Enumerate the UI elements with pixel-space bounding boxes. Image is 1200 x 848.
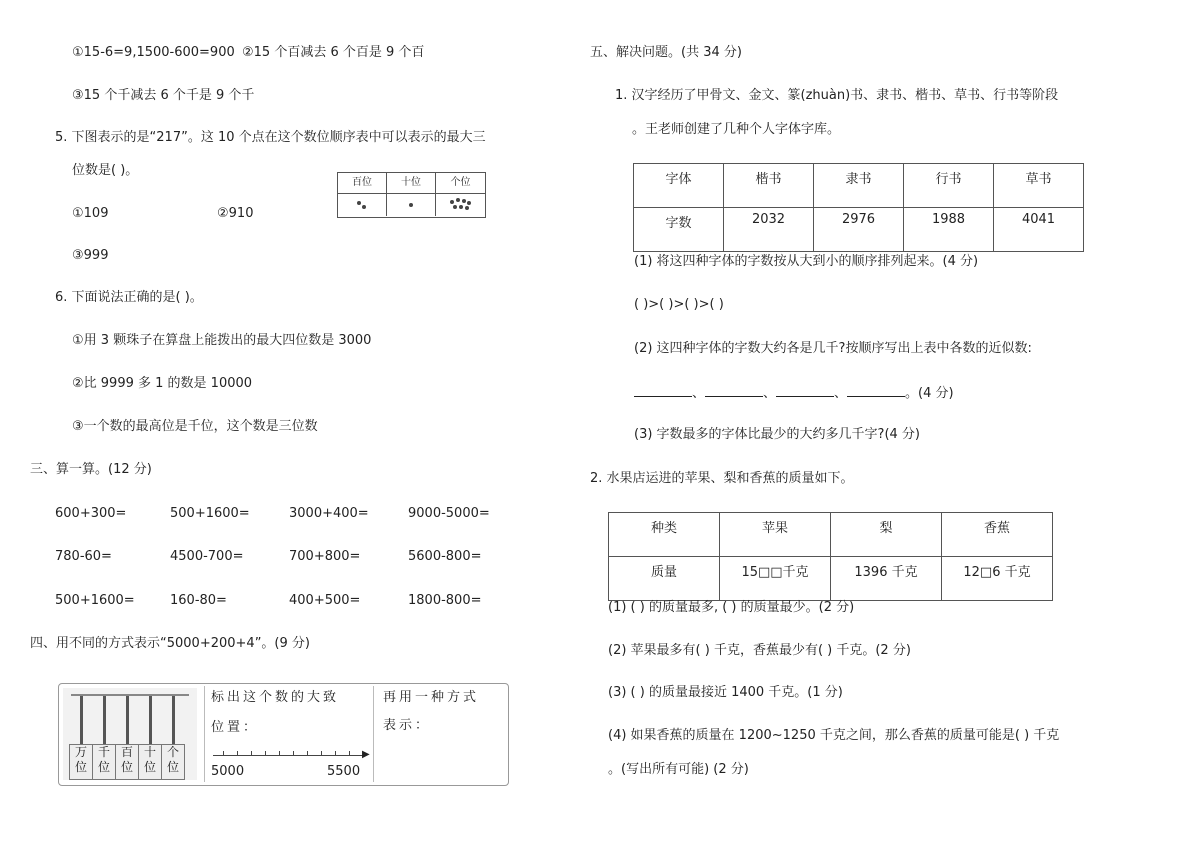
dot [462,199,466,203]
q5-option-1: ①109 [72,206,109,221]
dot [450,200,454,204]
font-count-table [633,163,1084,252]
calc-item: 5600-800= [408,549,482,564]
problem-2-q3: (3) ( ) 的质量最接近 1400 千克。(1 分) [608,685,843,700]
problem-1-q1: (1) 将这四种字体的字数按从大到小的顺序排列起来。(4 分) [634,254,979,269]
number-line [213,755,365,756]
q6-option-3: ③一个数的最高位是千位，这个数是三位数 [72,419,318,434]
section-3-title: 三、算一算。(12 分) [30,462,152,477]
table-cell: 质量 [609,557,720,601]
place-header-hundreds: 百位 [338,173,387,194]
tick [279,751,280,756]
blank-tail: 。(4 分) [905,386,954,401]
tick [335,751,336,756]
other-way-line2: 表示： [383,718,432,733]
box-divider [204,686,205,782]
dot [465,206,469,210]
place-cell-ones [436,194,485,216]
answer-blank[interactable] [847,384,905,397]
q5-option-3: ③999 [72,248,109,263]
q6-option-1: ①用 3 颗珠子在算盘上能拨出的最大四位数是 3000 [72,333,372,348]
tick [307,751,308,756]
axis-end-label: 5500 [327,764,361,779]
calc-item: 1800-800= [408,593,482,608]
table-cell: 1396 千克 [831,557,942,601]
answer-blank[interactable] [776,384,834,397]
problem-2-q2: (2) 苹果最多有( ) 千克，香蕉最少有( ) 千克。(2 分) [608,643,911,658]
table-cell: 2976 [814,208,904,252]
table-cell: 2032 [724,208,814,252]
calc-item: 400+500= [289,593,361,608]
place-cell-hundreds [338,194,387,216]
problem-1-approx-blanks [634,384,954,402]
calc-item: 780-60= [55,549,112,564]
tick [251,751,252,756]
problem-1-q2: (2) 这四种字体的字数大约各是几千?按顺序写出上表中各数的近似数: [634,341,1032,356]
tick [321,751,322,756]
section-5-title: 五、解决问题。(共 34 分) [590,45,742,60]
q4-option-2: ②15 个百减去 6 个百是 9 个百 [242,45,425,60]
abacus-label-tens: 十 位 [138,744,162,780]
q6-text: 6. 下面说法正确的是( )。 [55,290,203,305]
q5-option-2: ②910 [217,206,254,221]
table-cell: 字体 [634,164,724,208]
table-row [634,208,1084,252]
separator: 、 [763,386,777,401]
dot [362,205,366,209]
q4-option-1: ①15-6=9,1500-600=900 [72,45,235,60]
fruit-weight-table [608,512,1053,601]
mark-position-line2: 位置： [211,720,260,735]
abacus-label-ones: 个 位 [161,744,185,780]
table-cell: 隶书 [814,164,904,208]
table-cell: 15□□千克 [720,557,831,601]
calc-item: 700+800= [289,549,361,564]
q4-option-3: ③15 个千减去 6 个千是 9 个千 [72,88,255,103]
tick [349,751,350,756]
abacus-rod [172,696,175,744]
q5-text-line2: 位数是( )。 [72,163,139,178]
abacus-label-thousands: 千 位 [92,744,116,780]
problem-2-line1: 2. 水果店运进的苹果、梨和香蕉的质量如下。 [590,471,854,486]
mark-position-line1: 标出这个数的大致 [211,690,340,705]
calc-item: 9000-5000= [408,506,490,521]
answer-blank[interactable] [705,384,763,397]
tick [237,751,238,756]
table-row [634,164,1084,208]
abacus-rod [80,696,83,744]
place-cell-tens [387,194,436,216]
table-cell: 12□6 千克 [942,557,1053,601]
table-cell: 种类 [609,513,720,557]
calc-item: 500+1600= [170,506,250,521]
table-cell: 香蕉 [942,513,1053,557]
table-row [609,557,1053,601]
problem-1-order-blanks: ( )>( )>( )>( ) [634,297,724,312]
table-cell: 字数 [634,208,724,252]
separator: 、 [834,386,848,401]
q5-text-line1: 5. 下图表示的是“217”。这 10 个点在这个数位顺序表中可以表示的最大三 [55,130,486,145]
abacus-label-hundreds: 百 位 [115,744,139,780]
calc-item: 160-80= [170,593,227,608]
tick [265,751,266,756]
table-cell: 4041 [994,208,1084,252]
problem-1-line2: 。王老师创建了几种个人字体字库。 [632,122,841,137]
dot [453,205,457,209]
tick [223,751,224,756]
problem-2-q4-line1: (4) 如果香蕉的质量在 1200~1250 千克之间，那么香蕉的质量可能是( ) 千克 [608,728,1060,743]
abacus [63,688,197,780]
box-divider [373,686,374,782]
axis-start-label: 5000 [211,764,245,779]
other-way-line1: 再用一种方式 [383,690,480,705]
calc-item: 600+300= [55,506,127,521]
table-cell: 草书 [994,164,1084,208]
table-cell: 1988 [904,208,994,252]
abacus-rod [103,696,106,744]
calc-item: 3000+400= [289,506,369,521]
place-value-chart [337,172,486,218]
table-cell: 梨 [831,513,942,557]
place-header-ones: 个位 [436,173,485,194]
table-cell: 行书 [904,164,994,208]
answer-blank[interactable] [634,384,692,397]
calc-item: 4500-700= [170,549,244,564]
place-header-tens: 十位 [387,173,436,194]
abacus-label-ten-thousands: 万 位 [69,744,93,780]
problem-2-q1: (1) ( ) 的质量最多, ( ) 的质量最少。(2 分) [608,600,855,615]
representation-box [58,683,509,786]
table-cell: 楷书 [724,164,814,208]
table-row [609,513,1053,557]
dot [409,203,413,207]
number-line-arrow-icon: ▶ [362,749,370,760]
problem-2-q4-line2: 。(写出所有可能) (2 分) [608,762,749,777]
abacus-rod [126,696,129,744]
problem-1-line1: 1. 汉字经历了甲骨文、金文、篆(zhuàn)书、隶书、楷书、草书、行书等阶段 [615,88,1059,103]
dot [467,201,471,205]
abacus-rod [149,696,152,744]
calc-item: 500+1600= [55,593,135,608]
table-cell: 苹果 [720,513,831,557]
problem-1-q3: (3) 字数最多的字体比最少的大约多几千字?(4 分) [634,427,920,442]
dot [357,201,361,205]
dot [456,198,460,202]
dot [459,205,463,209]
tick [293,751,294,756]
section-4-title: 四、用不同的方式表示“5000+200+4”。(9 分) [30,636,310,651]
q6-option-2: ②比 9999 多 1 的数是 10000 [72,376,253,391]
separator: 、 [692,386,706,401]
